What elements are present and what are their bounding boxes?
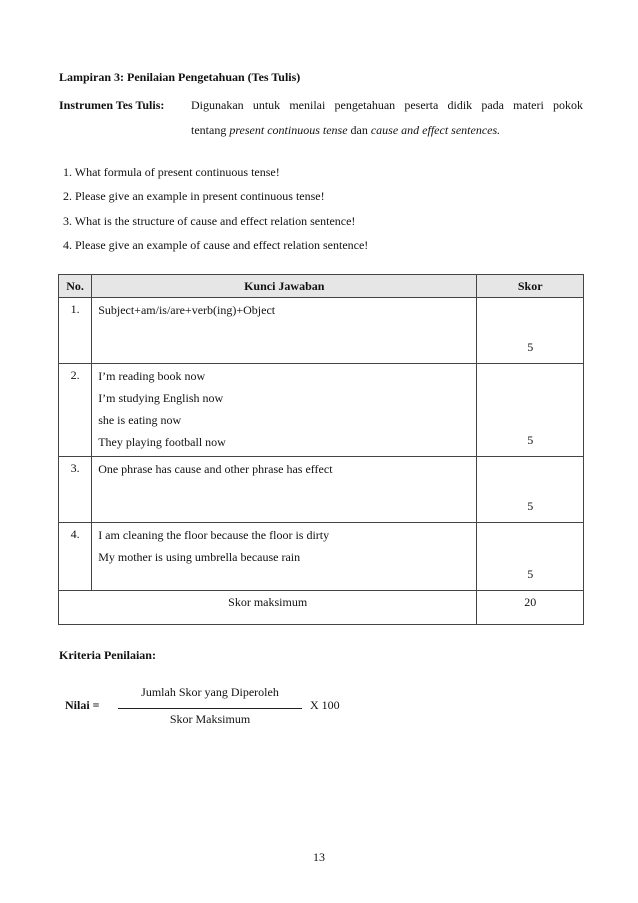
row-answer: [92, 457, 477, 523]
answer-line: I am cleaning the floor because the floor is dirty: [98, 528, 330, 542]
row-number: 1.: [59, 298, 92, 364]
question-2: 2. Please give an example in present continuous tense!: [63, 189, 325, 203]
page-number: 13: [313, 850, 325, 864]
skor-maksimum-label: Skor maksimum: [59, 591, 477, 625]
skor-maksimum-value: 20: [477, 591, 584, 625]
table-row: [59, 523, 584, 591]
instrumen-conjunction: dan: [347, 123, 371, 137]
row-skor: 5: [477, 364, 584, 457]
answer-line: One phrase has cause and other phrase has effect: [98, 462, 333, 476]
table-footer-row: [59, 591, 584, 625]
table-header-row: [59, 275, 584, 298]
fraction-bar: [118, 708, 302, 709]
question-1: 1. What formula of present continuous tense!: [63, 165, 280, 179]
answer-line: she is eating now: [98, 413, 182, 427]
answer-line: I’m reading book now: [98, 369, 206, 383]
row-skor: 5: [477, 457, 584, 523]
instrumen-description-line2: [191, 123, 500, 138]
row-number: 4.: [59, 523, 92, 591]
answer-line: Subject+am/is/are+verb(ing)+Object: [98, 303, 276, 317]
question-3: 3. What is the structure of cause and effect relation sentence!: [63, 214, 356, 228]
row-skor: 5: [477, 298, 584, 364]
answer-line: They playing football now: [98, 435, 226, 449]
question-4: 4. Please give an example of cause and effect relation sentence!: [63, 238, 369, 252]
instrumen-label: Instrumen Tes Tulis:: [59, 98, 165, 112]
answer-key-table: [58, 274, 584, 625]
instrumen-topic-2: cause and effect sentences.: [370, 123, 501, 137]
row-number: 2.: [59, 364, 92, 457]
header-kunci-jawaban: Kunci Jawaban: [92, 275, 477, 298]
kriteria-heading: Kriteria Penilaian:: [59, 648, 156, 662]
formula-multiplier: X 100: [310, 698, 340, 712]
row-answer: [92, 364, 477, 457]
answer-line: My mother is using umbrella because rain: [98, 550, 301, 564]
row-answer: [92, 298, 477, 364]
instrumen-topic-1: present continuous tense: [229, 123, 348, 137]
header-no: No.: [59, 275, 92, 298]
formula-numerator: Jumlah Skor yang Diperoleh: [141, 685, 279, 699]
table-row: [59, 364, 584, 457]
header-skor: Skor: [477, 275, 584, 298]
nilai-label: Nilai =: [65, 698, 100, 712]
row-number: 3.: [59, 457, 92, 523]
answer-line: I’m studying English now: [98, 391, 224, 405]
instrumen-prefix: tentang: [191, 123, 230, 137]
table-row: [59, 457, 584, 523]
instrumen-description-line1: Digunakan untuk menilai pengetahuan peserta didik pada materi pokok: [191, 98, 583, 112]
table-row: [59, 298, 584, 364]
page-heading: Lampiran 3: Penilaian Pengetahuan (Tes Tulis): [59, 70, 301, 84]
formula-denominator: Skor Maksimum: [169, 712, 251, 726]
row-answer: [92, 523, 477, 591]
row-skor: 5: [477, 523, 584, 591]
